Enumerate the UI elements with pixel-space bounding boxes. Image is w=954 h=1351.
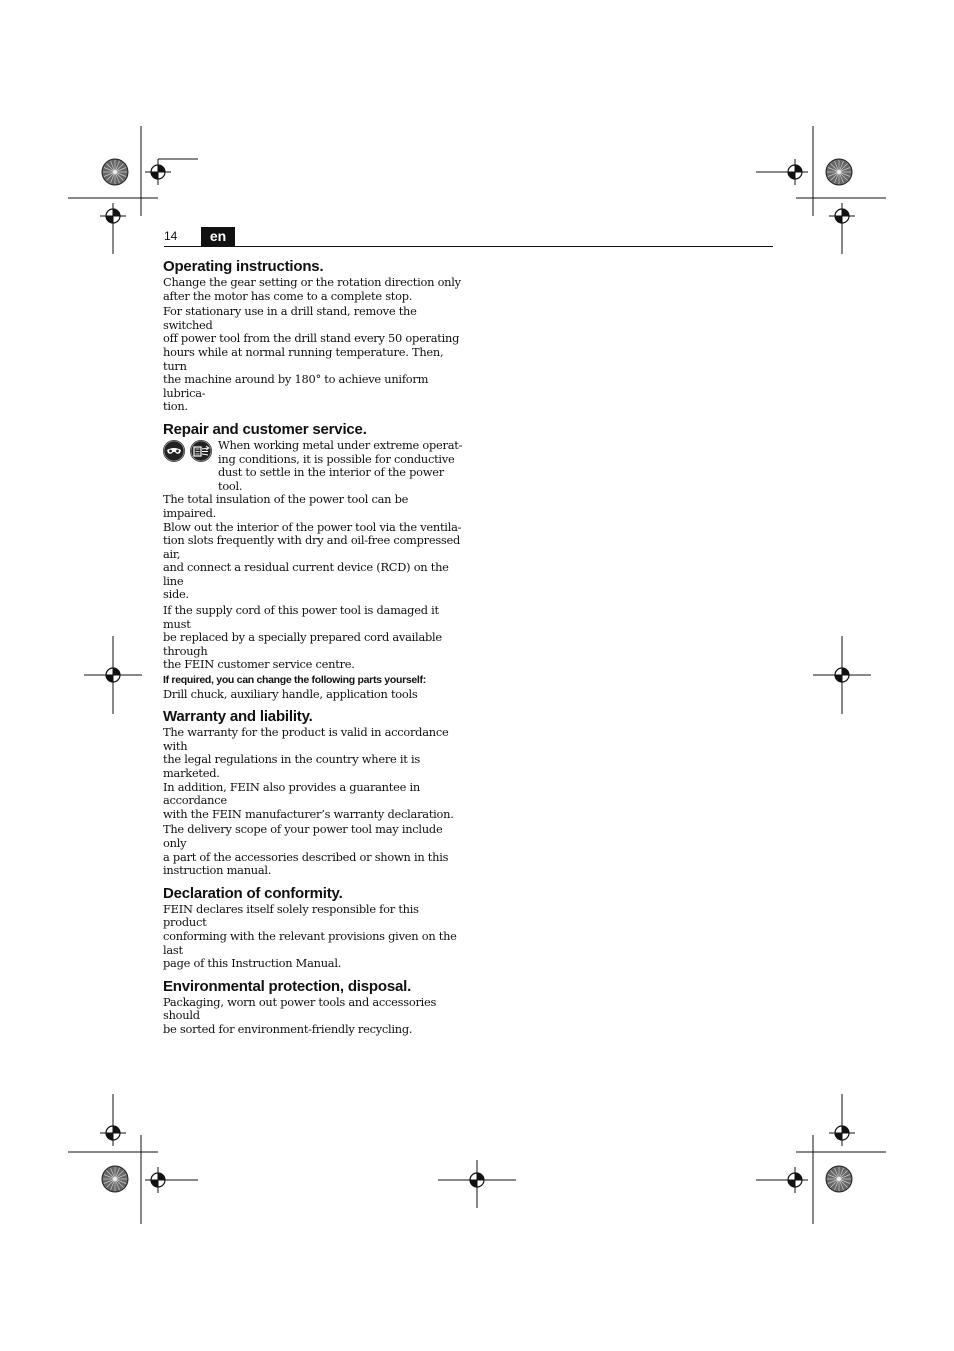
section-title-conformity: Declaration of conformity. <box>163 884 343 902</box>
registration-mark-icon <box>829 203 855 229</box>
registration-mark-icon <box>829 662 855 688</box>
operating-paragraph-1: Change the gear setting or the rotation direction only after the motor has come to a complete stop. <box>163 275 461 303</box>
color-calibration-disc-icon <box>826 1166 852 1192</box>
section-title-environment: Environmental protection, disposal. <box>163 977 412 995</box>
content-column <box>163 258 463 1037</box>
replaceable-parts-list: Drill chuck, auxiliary handle, application tools <box>163 686 418 701</box>
registration-mark-icon <box>100 662 126 688</box>
registration-mark-icon <box>782 1167 808 1193</box>
color-calibration-disc-icon <box>826 159 852 185</box>
warranty-paragraph-2: The delivery scope of your power tool may include only a part of the accessories described or shown in this instruction manual. <box>163 822 449 878</box>
safety-icons <box>163 440 215 464</box>
page-number: 14 <box>164 229 178 243</box>
repair-warning-block <box>163 439 463 493</box>
warranty-paragraph-1: The warranty for the product is valid in accordance with the legal regulations in the country where it is marketed. In addition, FEIN also provides a guarantee in accordance with the FEIN manufacturer’s warranty declaration. <box>163 725 454 821</box>
section-title-warranty: Warranty and liability. <box>163 708 313 726</box>
color-calibration-disc-icon <box>102 1166 128 1192</box>
registration-mark-icon <box>100 203 126 229</box>
registration-mark-icon <box>464 1167 490 1193</box>
registration-mark-icon <box>145 159 171 185</box>
operating-paragraph-2: For stationary use in a drill stand, remove the switched off power tool from the drill stand every 50 operating hours while at normal running temperature. Then, turn the machine around by 180° to achieve uniform lubrica- tion. <box>163 304 460 414</box>
crop-mark-icon <box>84 636 142 714</box>
environment-paragraph: Packaging, worn out power tools and accessories should be sorted for environment-friendly recycling. <box>163 994 437 1036</box>
replaceable-parts-heading: If required, you can change the following parts yourself: <box>163 674 426 687</box>
crop-mark-icon <box>756 1094 886 1224</box>
crop-mark-icon <box>756 126 886 254</box>
header-rule <box>164 246 773 247</box>
registration-mark-icon <box>782 159 808 185</box>
repair-paragraph-2: If the supply cord of this power tool is damaged it must be replaced by a specially prepared cord available through the FEIN customer service centre. <box>163 603 442 672</box>
crop-mark-icon <box>68 1094 198 1224</box>
crop-mark-icon <box>438 1160 516 1208</box>
registration-mark-icon <box>145 1167 171 1193</box>
section-title-operating: Operating instructions. <box>163 258 324 275</box>
repair-paragraph-indented: When working metal under extreme operat- ing conditions, it is possible for conductive dust to settle in the interior of the power tool. <box>218 437 463 493</box>
blow-out-icon <box>190 440 212 462</box>
eye-protection-icon <box>163 440 185 462</box>
color-calibration-disc-icon <box>102 159 128 185</box>
conformity-paragraph: FEIN declares itself solely responsible for this product conforming with the relevant provisions given on the last page of this Instruction Manual. <box>163 901 457 971</box>
repair-paragraph-1: The total insulation of the power tool can be impaired. Blow out the interior of the power tool via the ventila- tion slots frequently with dry and oil-free compressed air, and connect a residual current device (RCD) on the line side. <box>163 492 462 602</box>
crop-mark-icon <box>68 126 198 254</box>
section-title-repair: Repair and customer service. <box>163 420 367 438</box>
crop-mark-icon <box>813 636 871 714</box>
registration-mark-icon <box>100 1120 126 1146</box>
language-badge: en <box>201 227 235 246</box>
registration-mark-icon <box>829 1120 855 1146</box>
